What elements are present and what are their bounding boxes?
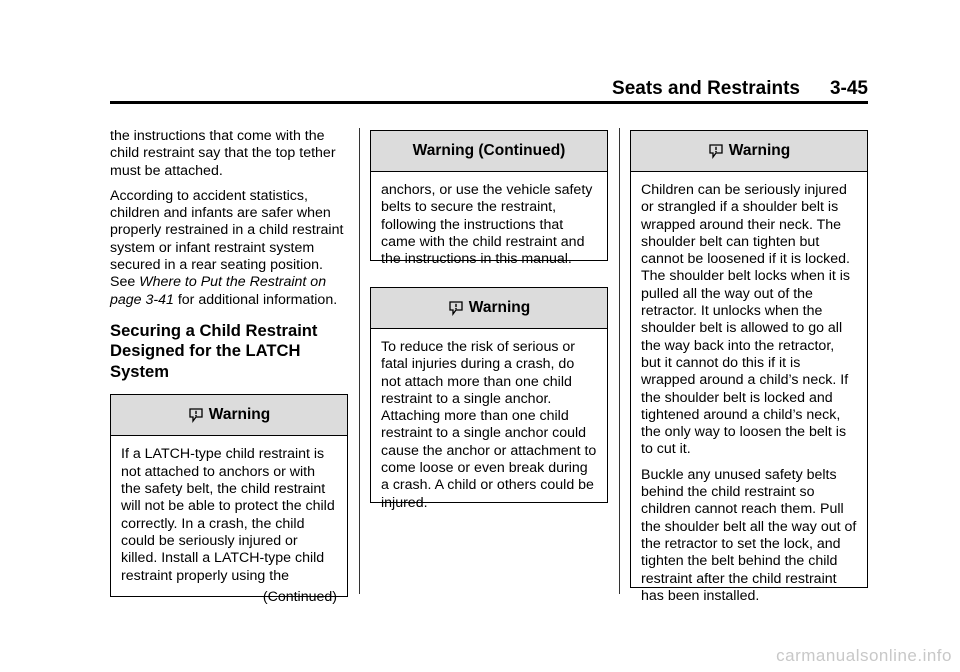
- warning-box: [370, 287, 608, 511]
- page-number: 3-45: [829, 78, 868, 99]
- warning-continued-box: [370, 130, 608, 268]
- paragraph: According to accident statistics, children and infants are safer when properly restrained in a child restraint system or infant restraint system secured in a rear seating position. See Where to Put the Restraint on page 3-41 for additional information.: [110, 187, 344, 308]
- warning-header: [111, 395, 347, 436]
- warning-title: Warning: [208, 406, 271, 424]
- warning-header: [371, 288, 607, 329]
- warning-title: Warning (Continued): [412, 142, 566, 159]
- warning-body: [111, 436, 347, 614]
- warning-header: [631, 131, 867, 172]
- warning-text: Buckle any unused safety belts behind the child restraint so children cannot reach them. Pull the shoulder belt all the way out of the retractor to set the lock, and tighten the belt behind the child restraint after the child restraint has been installed.: [641, 466, 857, 604]
- warning-header: [371, 131, 607, 172]
- column-divider: [619, 128, 620, 594]
- warning-body: [371, 172, 607, 280]
- paragraph: the instructions that come with the child restraint say that the top tether must be attached.: [110, 128, 336, 179]
- section-title: Seats and Restraints: [612, 78, 800, 99]
- column-1: [110, 128, 348, 605]
- continued-label: (Continued): [262, 588, 337, 605]
- watermark: carmanualsonline.info: [776, 646, 952, 665]
- warning-text: anchors, or use the vehicle safety belts to secure the restraint, following the instructions that came with the child restraint and the instructions in this manual.: [381, 182, 593, 268]
- column-divider: [359, 128, 360, 594]
- cross-reference-link[interactable]: Where to Put the Restraint on page 3-41: [110, 274, 327, 308]
- warning-body: [631, 172, 867, 617]
- warning-icon: [708, 143, 724, 159]
- page-header: [110, 74, 868, 104]
- warning-body: [371, 329, 607, 524]
- warning-icon: [448, 300, 464, 316]
- section-heading: Securing a Child Restraint Designed for the LATCH System: [110, 320, 318, 381]
- warning-box: [630, 130, 868, 604]
- warning-title: Warning: [728, 142, 791, 159]
- warning-box: [110, 394, 348, 605]
- warning-text: Children can be seriously injured or strangled if a shoulder belt is wrapped around their neck. The shoulder belt can tighten but cannot be loosened if it is locked. The shoulder belt locks when it is pulled all the way out of the retractor. It unlocks when the shoulder belt is allowed to go all the way back into the retractor, but it cannot do this if it is wrapped around a child’s neck. If the shoulder belt is locked and tightened around a child’s neck, the only way to loosen the belt is to cut it.: [641, 182, 851, 458]
- warning-text: If a LATCH-type child restraint is not attached to anchors or with the safety belt, the child restraint will not be able to protect the child correctly. In a crash, the child could be seriously injured or killed. Install a LATCH-type child restraint properly using the: [121, 446, 335, 584]
- column-3: [630, 128, 868, 604]
- column-2: [370, 128, 608, 511]
- warning-title: Warning: [468, 299, 531, 316]
- warning-text: To reduce the risk of serious or fatal injuries during a crash, do not attach more than one child restraint to a single anchor. Attaching more than one child restraint to a single anchor could cause the anchor or attachment to come loose or even break during a crash. A child or others could be injured.: [381, 339, 597, 511]
- warning-icon: [188, 407, 204, 423]
